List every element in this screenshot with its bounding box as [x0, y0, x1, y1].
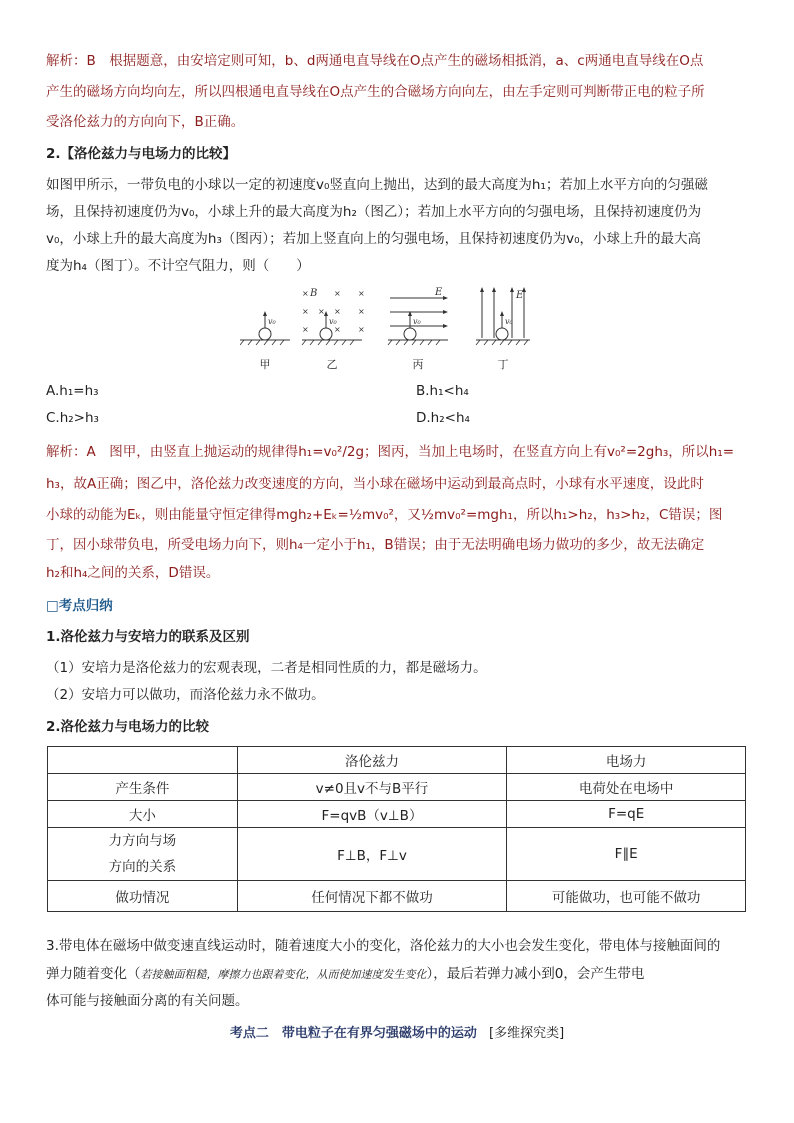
table-cell-line: 方向的关系 — [108, 859, 177, 875]
footer-heading — [0, 1022, 794, 1041]
table-row — [48, 801, 746, 828]
svg-text:×: × — [358, 289, 365, 298]
fig-label-yi: 乙 — [326, 358, 338, 371]
table-cell: F=qE — [507, 801, 746, 828]
table-row — [48, 881, 746, 912]
fig-b-label: B — [310, 288, 318, 299]
table-cell: 电荷处在电场中 — [507, 774, 746, 801]
q2-line4: 度为h₄（图丁）。不计空气阻力，则（ ） — [46, 258, 310, 274]
table-cell: 大小 — [48, 801, 238, 828]
fig-v0-a: v₀ — [268, 317, 276, 326]
table-cell: 任何情况下都不做功 — [237, 881, 507, 912]
fig-label-jia: 甲 — [259, 358, 271, 371]
svg-text:×: × — [302, 307, 309, 316]
fig-label-bing: 丙 — [412, 358, 424, 371]
option-d: D.h₂<h₄ — [416, 410, 470, 426]
option-a: A.h₁=h₃ — [46, 383, 99, 399]
fig-label-ding: 丁 — [497, 358, 509, 371]
svg-text:×: × — [334, 289, 341, 298]
analysis2-line4: 丁，因小球带负电，所受电场力向下，则h₄一定小于h₁，B错误；由于无法明确电场力做功的多少，故无法确定 — [46, 537, 705, 553]
svg-text:×: × — [318, 307, 325, 316]
table-cell: F=qvB（v⊥B） — [237, 801, 507, 828]
p3-line3: 体可能与接触面分离的有关问题。 — [46, 993, 249, 1009]
svg-text:×: × — [302, 289, 309, 298]
table-cell — [48, 828, 238, 881]
svg-text:×: × — [302, 325, 309, 334]
q2-line2: 场，且保持初速度仍为v₀，小球上升的最大高度为h₂（图乙）；若加上水平方向的匀强电场，且保持初速度仍为 — [46, 204, 702, 220]
table-row — [48, 828, 746, 881]
table-cell: 产生条件 — [48, 774, 238, 801]
table-cell: F⊥B，F⊥v — [237, 828, 507, 881]
option-c: C.h₂>h₃ — [46, 410, 99, 426]
p3-note: 若接触面粗糙，摩擦力也跟着变化，从而使加速度发生变化 — [140, 968, 427, 981]
analysis1-line1: 解析：B 根据题意，由安培定则可知，b、d两通电直导线在O点产生的磁场相抵消，a、c两通电直导线在O点 — [46, 53, 704, 69]
table-header: 洛伦兹力 — [237, 747, 507, 774]
table-header: 电场力 — [507, 747, 746, 774]
table-cell: 做功情况 — [48, 881, 238, 912]
svg-text:×: × — [334, 325, 341, 334]
analysis1-line2: 产生的磁场方向均向左，所以四根通电直导线在O点产生的合磁场方向向左，由左手定则可判断带正电的粒子所 — [46, 84, 705, 100]
table-row — [48, 774, 746, 801]
option-b: B.h₁<h₄ — [416, 383, 469, 399]
comparison-table — [47, 746, 746, 912]
analysis2-line5: h₂和h₄之间的关系，D错误。 — [46, 565, 220, 581]
footer-type: [多维探究类] — [489, 1026, 565, 1041]
table-cell: v≠0且v不与B平行 — [237, 774, 507, 801]
fig-v0-c: v₀ — [413, 317, 421, 326]
svg-text:×: × — [358, 325, 365, 334]
p3-line1: 3.带电体在磁场中做变速直线运动时，随着速度大小的变化，洛伦兹力的大小也会发生变化，带电体与接触面间的 — [46, 938, 721, 954]
summary-s1b: （2）安培力可以做功，而洛伦兹力永不做功。 — [46, 687, 325, 703]
fig-v0-b: v₀ — [329, 317, 337, 326]
q2-title: 2.【洛伦兹力与电场力的比较】 — [46, 146, 237, 162]
q2-line1: 如图甲所示，一带负电的小球以一定的初速度v₀竖直向上抛出，达到的最大高度为h₁；若加上水平方向的匀强磁 — [46, 177, 708, 193]
p3-line2-a: 弹力随着变化（ — [46, 966, 141, 982]
analysis2-line3: 小球的动能为Eₖ，则由能量守恒定律得mgh₂+Eₖ=½mv₀²，又½mv₀²=mgh₁，所以h₁>h₂，h₃>h₂，C错误；图 — [46, 507, 723, 523]
fig-e-label-d: E — [516, 290, 524, 301]
summary-s1a: （1）安培力是洛伦兹力的宏观表现，二者是相同性质的力，都是磁场力。 — [46, 660, 487, 676]
summary-section1: 1.洛伦兹力与安培力的联系及区别 — [46, 629, 250, 645]
analysis2-line2: h₃，故A正确；图乙中，洛伦兹力改变速度的方向，当小球在磁场中运动到最高点时，小球有水平速度，设此时 — [46, 476, 704, 492]
table-row — [48, 747, 746, 774]
footer-topic: 考点二 带电粒子在有界匀强磁场中的运动 — [229, 1026, 477, 1041]
table-cell-line: 力方向与场 — [108, 833, 177, 849]
fig-v0-d: v₀ — [505, 317, 513, 326]
analysis1-line3: 受洛伦兹力的方向向下，B正确。 — [46, 114, 245, 130]
table-cell: F∥E — [507, 828, 746, 881]
p3-line2-b: ），最后若弹力减小到0，会产生带电 — [426, 966, 645, 982]
svg-text:×: × — [358, 307, 365, 316]
q2-line3: v₀，小球上升的最大高度为h₃（图丙）；若加上竖直向上的匀强电场，且保持初速度仍为v₀，小球上升的最大高 — [46, 231, 702, 247]
analysis2-line1: 解析：A 图甲，由竖直上抛运动的规律得h₁=v₀²/2g；图丙，当加上电场时，在竖直方向上有v₀²=2gh₃，所以h₁= — [46, 444, 735, 460]
svg-text:×: × — [334, 307, 341, 316]
summary-section2: 2.洛伦兹力与电场力的比较 — [46, 719, 210, 735]
experiment-figure — [240, 284, 540, 376]
table-cell: 可能做功，也可能不做功 — [507, 881, 746, 912]
fig-e-label-c: E — [435, 287, 443, 298]
summary-title: □考点归纳 — [46, 598, 113, 614]
p3-line2 — [46, 965, 644, 984]
